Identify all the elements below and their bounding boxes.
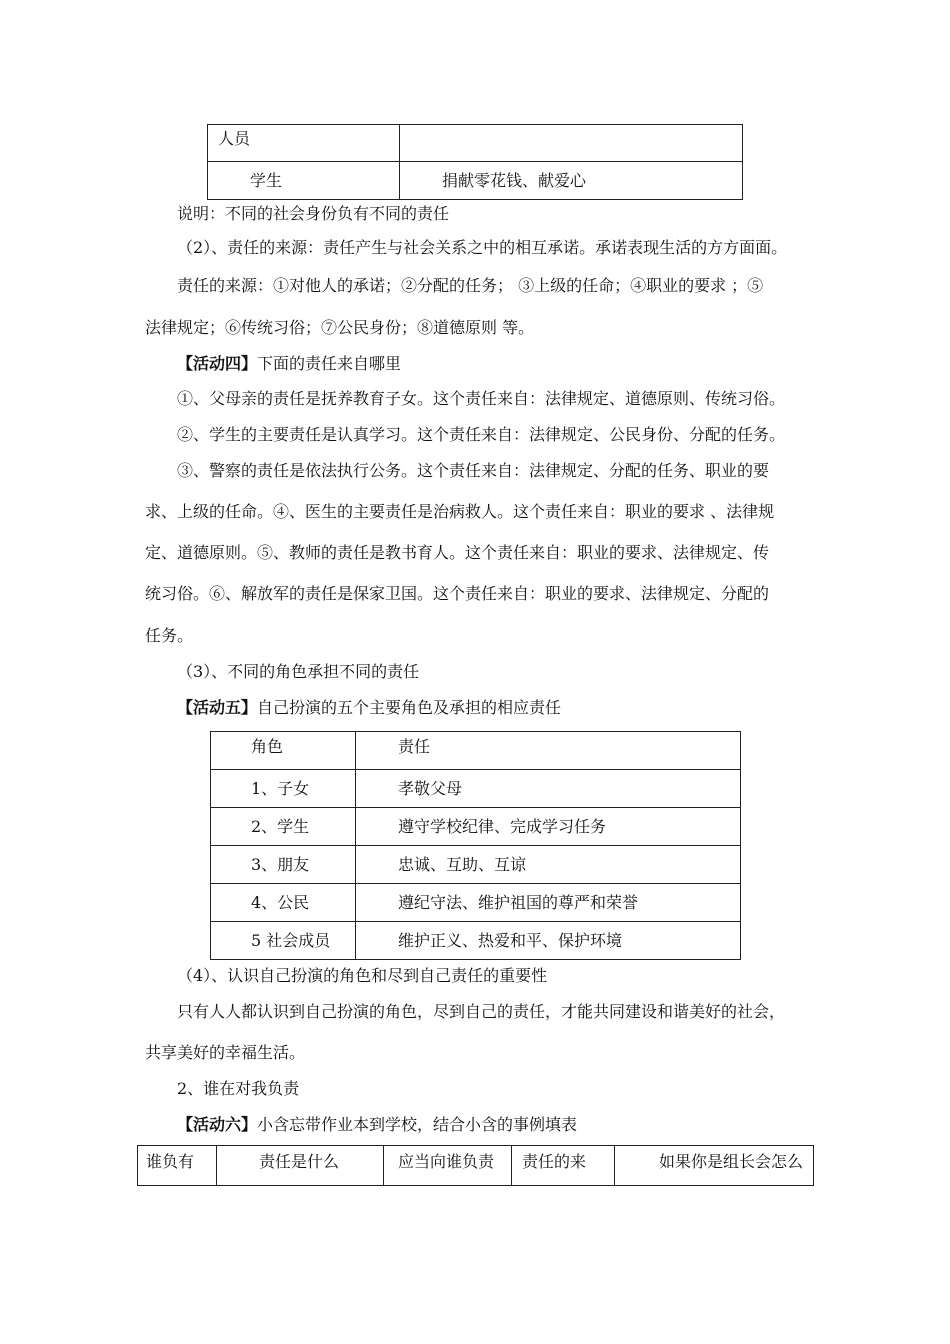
activity-heading xyxy=(177,700,561,716)
table-cell: 人员 xyxy=(208,125,400,162)
activity-title: 下面的责任来自哪里 xyxy=(257,354,402,373)
table-header-cell: 应当向谁负责 xyxy=(384,1146,512,1186)
table-cell: 3、朋友 xyxy=(211,846,356,884)
body-text: 任务。 xyxy=(145,626,194,645)
table-cell: 维护正义、热爱和平、保护环境 xyxy=(356,922,741,960)
table-row xyxy=(211,922,741,960)
table-header-cell: 责任 xyxy=(356,732,741,770)
activity-label: 【活动五】 xyxy=(177,698,258,717)
table-cell: 遵守学校纪律、完成学习任务 xyxy=(356,808,741,846)
activity-title: 小含忘带作业本到学校，结合小含的事例填表 xyxy=(257,1115,578,1134)
table-row xyxy=(211,884,741,922)
activity-title: 自己扮演的五个主要角色及承担的相应责任 xyxy=(257,698,562,717)
section-heading: （3）、不同的角色承担不同的责任 xyxy=(177,662,420,681)
table-header-row xyxy=(138,1146,814,1186)
table-row xyxy=(211,808,741,846)
table-cell: 忠诚、互助、互谅 xyxy=(356,846,741,884)
table-header-cell: 角色 xyxy=(211,732,356,770)
table-cell: 5 社会成员 xyxy=(211,922,356,960)
activity-label: 【活动六】 xyxy=(177,1115,258,1134)
activity-heading xyxy=(177,356,401,372)
table-header-cell: 谁负有 xyxy=(138,1146,217,1186)
activity-label: 【活动四】 xyxy=(177,354,258,373)
body-text: 共享美好的幸福生活。 xyxy=(145,1043,306,1062)
section-heading: （4）、认识自己扮演的角色和尽到自己责任的重要性 xyxy=(177,966,548,985)
table-row xyxy=(211,770,741,808)
table-header-cell: 如果你是组长会怎么 xyxy=(615,1146,814,1186)
table-cell: 孝敬父母 xyxy=(356,770,741,808)
table-cell: 4、公民 xyxy=(211,884,356,922)
body-text: 法律规定；⑥传统习俗；⑦公民身份；⑧道德原则 等。 xyxy=(145,318,535,337)
table-header-cell: 责任的来 xyxy=(512,1146,615,1186)
table-cell: 1、子女 xyxy=(211,770,356,808)
body-text: 求、上级的任命。④、医生的主要责任是治病救人。这个责任来自：职业的要求 、法律规 xyxy=(145,502,775,521)
section-heading: 2、谁在对我负责 xyxy=(177,1079,300,1098)
table-cell: 遵纪守法、维护祖国的尊严和荣誉 xyxy=(356,884,741,922)
roles-table xyxy=(210,731,741,960)
table-cell: 学生 xyxy=(208,162,400,200)
identity-table xyxy=(207,124,743,200)
body-text: ③、警察的责任是依法执行公务。这个责任来自：法律规定、分配的任务、职业的要 xyxy=(177,461,770,480)
body-text: ②、学生的主要责任是认真学习。这个责任来自：法律规定、公民身份、分配的任务。 xyxy=(177,425,786,444)
note-text: 说明：不同的社会身份负有不同的责任 xyxy=(177,204,450,223)
table-row xyxy=(211,846,741,884)
section-heading: （2）、责任的来源：责任产生与社会关系之中的相互承诺。承诺表现生活的方方面面。 xyxy=(177,238,788,257)
responsibility-table xyxy=(137,1145,814,1186)
activity-heading xyxy=(177,1117,577,1133)
body-text: ①、父母亲的责任是抚养教育子女。这个责任来自：法律规定、道德原则、传统习俗。 xyxy=(177,389,786,408)
body-text: 责任的来源：①对他人的承诺；②分配的任务； ③上级的任命；④职业的要求 ；⑤ xyxy=(177,276,764,295)
table-header-cell: 责任是什么 xyxy=(217,1146,384,1186)
body-text: 只有人人都认识到自己扮演的角色，尽到自己的责任，才能共同建设和谐美好的社会， xyxy=(177,1002,786,1021)
body-text: 定、道德原则。⑤、教师的责任是教书育人。这个责任来自：职业的要求、法律规定、传 xyxy=(145,543,770,562)
table-header-row xyxy=(211,732,741,770)
table-cell xyxy=(400,125,743,162)
table-cell: 2、学生 xyxy=(211,808,356,846)
body-text: 统习俗。⑥、解放军的责任是保家卫国。这个责任来自：职业的要求、法律规定、分配的 xyxy=(145,584,770,603)
table-cell: 捐献零花钱、献爱心 xyxy=(400,162,743,200)
